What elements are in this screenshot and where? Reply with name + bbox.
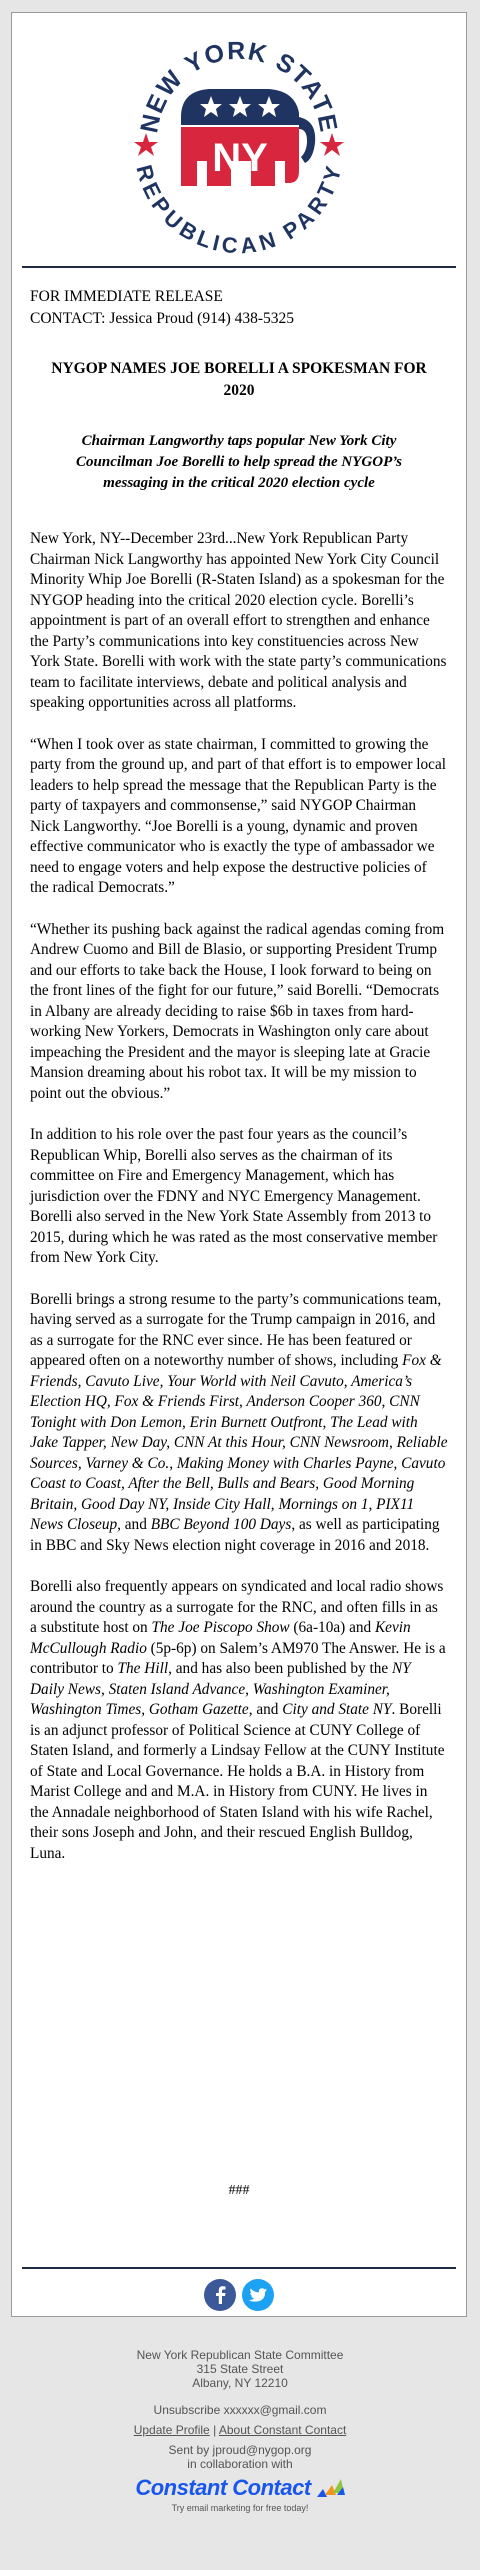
body-paragraph: In addition to his role over the past four years as the council’s Republican Whip, Borelli also serves as the chairman of its committee on Fire and Emergency Management, which has jurisdiction over the FDNY and NYC Emergency Management. Borelli also served in the New York State Assembly from 2013 to 2015, during which he was rated as the most conservative member from New York City.	[30, 1126, 438, 1266]
sent-by: Sent by jproud@nygop.org	[168, 2443, 312, 2457]
about-constant-contact-link[interactable]: About Constant Contact	[218, 2423, 347, 2437]
cc-brand: Constant Contact	[135, 2475, 311, 2500]
end-mark: ###	[228, 2183, 250, 2198]
logo-bottom-text: REPUBLICAN PARTY	[131, 162, 347, 256]
email-card	[11, 12, 467, 2317]
top-divider	[22, 266, 456, 268]
body-paragraph: “When I took over as state chairman, I committed to growing the party from the ground up, and part of that effort is to empower local leaders to help spread the message that the Republican Party is the party of taxpayers and commonsense,” said NYGOP Chairman Nick Langworthy. “Joe Borelli is a young, dynamic and proven effective communicator who is exactly the type of ambassador we need to engage voters and help expose the destructive policies of the radical Democrats.”	[30, 735, 447, 896]
unsubscribe-link[interactable]: Unsubscribe xxxxxx@gmail.com	[153, 2403, 327, 2417]
body-paragraph: Borelli also frequently appears on syndicated and local radio shows around the country as a surrogate for the RNC, and often fills in as a substitute host on The Joe Piscopo Show (6a-10a) and Kevin McCullough Radio (5p-6p) on Salem’s AM970 The Answer. He is a contributor to The Hill, and has also been published by the NY Daily News, Staten Island Advance, Washington Examiner, Washington Times, Gotham Gazette, and City and State NY. Borelli is an adjunct professor of Political Science at CUNY College of Staten Island, and formerly a Lindsay Fellow at the CUNY Institute of State and Local Governance. He holds a B.A. in History from Marist College and and M.A. in History from CUNY. He lives in the Annadale neighborhood of Staten Island with his wife Rachel, their sons Joseph and John, and their rescued English Bulldog, Luna.	[30, 1578, 446, 1862]
twitter-button[interactable]	[242, 2279, 274, 2311]
constant-contact-icon	[315, 2477, 345, 2499]
release-line: FOR IMMEDIATE RELEASE	[30, 288, 223, 305]
email-footer	[0, 2348, 480, 2515]
footer-street: 315 State Street	[196, 2362, 284, 2376]
social-links	[12, 2279, 466, 2311]
body-paragraph: “Whether its pushing back against the radical agendas coming from Andrew Cuomo and Bill de Blasio, or supporting President Trump and our efforts to take back the House, I look forward to being on the front lines of the fight for our future,” said Borelli. “Democrats in Albany are already deciding to raise $6b in taxes from hard-working New Yorkers, Democrats in Washington only care about impeaching the President and the mayor is sleeping late at Gracie Mansion dreaming about his robot tax. It will be my mission to point out the obvious.”	[30, 920, 445, 1102]
logo-monogram: NY	[212, 136, 268, 180]
logo-top-text: NEW YORK STATE	[135, 36, 343, 136]
press-subhead: Chairman Langworthy taps popular New York City Councilman Joe Borelli to help spread the NYGOP’s messaging in the critical 2020 election cycle	[76, 433, 402, 491]
party-logo	[12, 21, 466, 256]
nygop-logo-icon	[119, 21, 359, 256]
body-paragraph: New York, NY--December 23rd...New York Republican Party Chairman Nick Langworthy has appointed New York City Council Minority Whip Joe Borelli (R-Staten Island) as a spokesman for the NYGOP heading into the critical 2020 election cycle. Borelli’s appointment is part of an overall effort to strengthen and enhance the Party’s communications into key constituencies across New York State. Borelli with work with the state party’s communications team to facilitate interviews, debate and political analysis and speaking opportunities across all platforms.	[30, 530, 447, 711]
bottom-divider	[22, 2267, 456, 2269]
twitter-icon	[249, 2288, 267, 2303]
footer-city: Albany, NY 12210	[192, 2376, 288, 2390]
contact-line: CONTACT: Jessica Proud (914) 438-5325	[30, 310, 295, 327]
press-headline: NYGOP NAMES JOE BORELLI A SPOKESMAN FOR 2020	[51, 360, 427, 399]
release-info	[30, 286, 448, 330]
update-profile-link[interactable]: Update Profile	[133, 2423, 210, 2437]
facebook-button[interactable]	[204, 2279, 236, 2311]
constant-contact-logo[interactable]	[0, 2477, 480, 2499]
collab-text: in collaboration with	[187, 2457, 293, 2471]
press-body	[30, 529, 448, 1885]
body-paragraph: Borelli brings a strong resume to the party’s communications team, having served as a surrogate for the Trump campaign in 2016, and as a surrogate for the RNC ever since. He has been featured or appeared often on a noteworthy number of shows, including Fox & Friends, Cavuto Live, Your World with Neil Cavuto, America’s Election HQ, Fox & Friends First, Anderson Cooper 360, CNN Tonight with Don Lemon, Erin Burnett Outfront, The Lead with Jake Tapper, New Day, CNN At this Hour, CNN Newsroom, Reliable Sources, Varney & Co., Making Money with Charles Payne, Cavuto Coast to Coast, After the Bell, Bulls and Bears, Good Morning Britain, Good Day NY, Inside City Hall, Mornings on 1, PIX11 News Closeup, and BBC Beyond 100 Days, as well as participating in BBC and Sky News election night coverage in 2016 and 2018.	[30, 1290, 448, 1554]
facebook-icon	[213, 2286, 227, 2304]
footer-separator: |	[213, 2423, 217, 2437]
footer-org: New York Republican State Committee	[136, 2348, 344, 2362]
cc-tagline[interactable]: Try email marketing for free today!	[171, 2503, 309, 2513]
